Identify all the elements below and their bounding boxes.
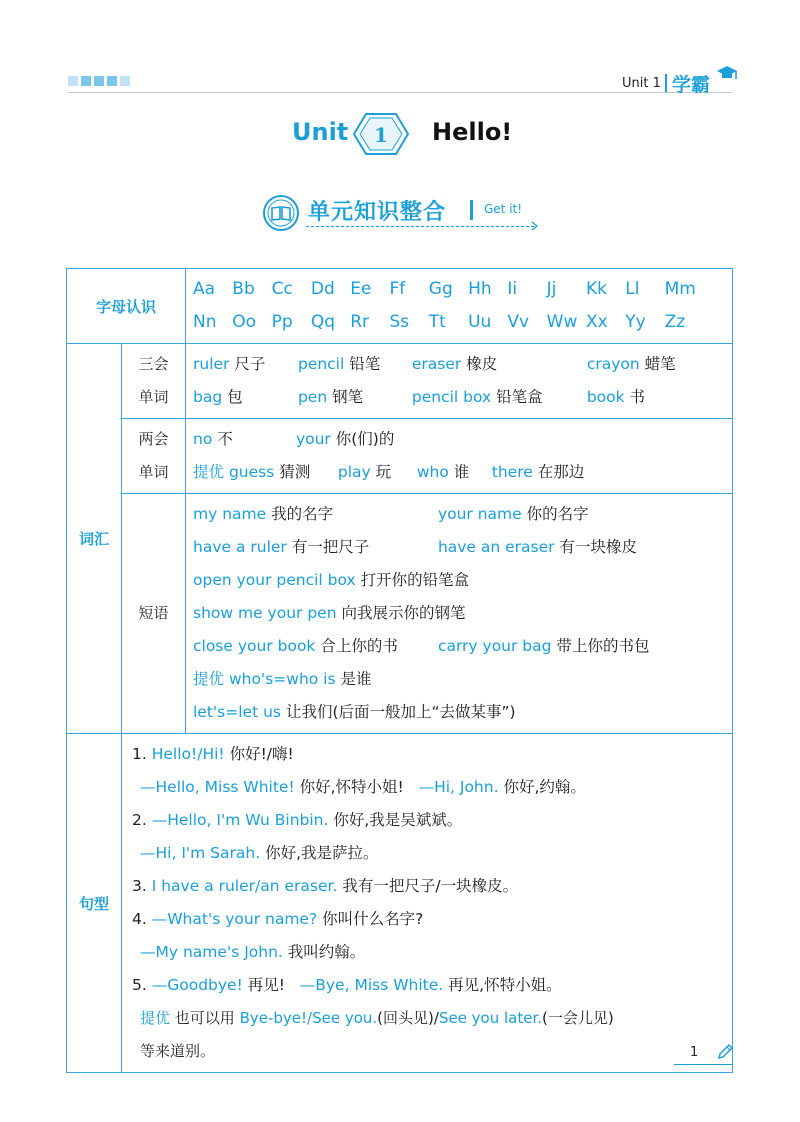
phrase-en: have a ruler <box>193 538 287 556</box>
sentence-number: 5. <box>132 976 147 994</box>
sentence-en: —My name's John. <box>140 943 283 961</box>
pencil-icon <box>716 1043 734 1061</box>
letter: Ll <box>625 279 640 299</box>
sentence-line <box>132 969 732 1002</box>
sentence-en: —Goodbye! <box>151 976 243 994</box>
sentence-cn: 再见,怀特小姐。 <box>448 976 562 994</box>
phrase-cn: 我的名字 <box>271 505 334 523</box>
word-en: there <box>491 463 533 481</box>
sentence-en: —Bye, Miss White. <box>299 976 444 994</box>
sentence-line <box>132 804 732 837</box>
word-cn: 铅笔 <box>349 355 381 373</box>
tip-text: (回头见)/ <box>377 1009 439 1027</box>
knowledge-table <box>66 268 733 1073</box>
letter: Jj <box>546 279 557 299</box>
sentence-tip-line <box>132 1002 732 1035</box>
graduation-cap-icon <box>716 64 738 82</box>
letter: Kk <box>585 279 607 299</box>
letter: Yy <box>625 312 646 332</box>
letters-line-2 <box>193 306 732 339</box>
word-cn: 书 <box>629 388 646 406</box>
letters-cell <box>186 269 733 344</box>
header-unit: Unit 1 <box>622 76 661 91</box>
phrase-en: your name <box>437 505 522 523</box>
sentences-cell <box>122 734 733 1073</box>
section-header <box>262 190 552 236</box>
sentence-line <box>132 870 732 903</box>
phrase-en: my name <box>193 505 267 523</box>
letter: Ee <box>350 279 372 299</box>
letters-label: 字母认识 <box>67 269 186 344</box>
sentence-en: —Hello, I'm Wu Binbin. <box>151 811 329 829</box>
phrase-cn: 带上你的书包 <box>556 637 650 655</box>
tip-text: 也可以用 <box>174 1009 235 1027</box>
word-cn: 包 <box>227 388 243 406</box>
header-decoration <box>68 76 130 86</box>
letters-row <box>67 269 733 344</box>
letter: Pp <box>271 312 293 332</box>
sentence-line <box>132 771 732 804</box>
word-cn: 玩 <box>375 463 392 481</box>
vocab-two-row <box>67 419 733 494</box>
sentence-number: 1. <box>132 745 147 763</box>
sentence-en: —What's your name? <box>151 910 318 928</box>
arrow-right-icon <box>530 221 540 231</box>
sentence-en: —Hi, John. <box>418 778 499 796</box>
letter: Aa <box>193 279 216 299</box>
letter: Dd <box>310 279 335 299</box>
word-en: guess <box>228 463 275 481</box>
sentence-en: I have a ruler/an eraser. <box>151 877 338 895</box>
word-en: crayon <box>586 355 640 373</box>
unit-label: Unit <box>292 118 349 146</box>
word-cn: 不 <box>217 430 233 448</box>
word-cn: 猜测 <box>279 463 311 481</box>
letter: Oo <box>232 312 257 332</box>
three-label-2: 单词 <box>138 388 169 406</box>
two-words-line-1 <box>193 423 732 456</box>
word-cn: 你(们)的 <box>335 430 395 448</box>
phrase-cn: 向我展示你的钢笔 <box>341 604 466 622</box>
sentences-label: 句型 <box>67 734 122 1073</box>
tip-label: 提优 <box>140 1009 171 1027</box>
phrase-en: who's=who is <box>228 670 336 688</box>
unit-number: 1 <box>374 123 388 147</box>
tip-label: 提优 <box>193 670 225 688</box>
phrases-cell <box>186 494 733 734</box>
phrase-line <box>193 630 732 663</box>
phrase-cn: 是谁 <box>340 670 372 688</box>
phrase-en: have an eraser <box>437 538 555 556</box>
page-number: 1 <box>690 1045 699 1060</box>
letter: Hh <box>468 279 492 299</box>
two-words-line-2 <box>193 456 732 489</box>
sentences-row <box>67 734 733 1073</box>
unit-title <box>0 112 800 156</box>
letter: Uu <box>468 312 492 332</box>
word-en: eraser <box>411 355 462 373</box>
phrase-line <box>193 564 732 597</box>
sentence-cn: 你好,我是吴斌斌。 <box>333 811 463 829</box>
letter: Cc <box>271 279 293 299</box>
sentence-en: —Hello, Miss White! <box>140 778 295 796</box>
letter: Ii <box>507 279 518 299</box>
unit-name: Hello! <box>432 118 513 146</box>
sentence-cn: 你好!/嗨! <box>229 745 294 763</box>
letter: Tt <box>428 312 446 332</box>
word-cn: 钢笔 <box>332 388 364 406</box>
letter: Ff <box>389 279 406 299</box>
phrase-cn: 有一块橡皮 <box>559 538 637 556</box>
phrase-cn: 让我们(后面一般加上“去做某事”) <box>285 703 516 721</box>
phrase-en: open your pencil box <box>193 571 356 589</box>
phrase-en: close your book <box>193 637 316 655</box>
word-en: ruler <box>193 355 230 373</box>
word-en: pencil box <box>411 388 492 406</box>
phrase-cn: 合上你的书 <box>320 637 398 655</box>
phrase-cn: 有一把尺子 <box>291 538 370 556</box>
footer-rule <box>674 1064 732 1065</box>
sentence-line <box>132 936 732 969</box>
word-en: book <box>586 388 625 406</box>
word-en: your <box>295 430 331 448</box>
sentence-cn: 我有一把尺子/一块橡皮。 <box>342 877 519 895</box>
word-cn: 橡皮 <box>466 355 498 373</box>
letter: Qq <box>310 312 336 332</box>
sentence-cn: 你好,我是萨拉。 <box>265 844 379 862</box>
sentence-cn: 你叫什么名字? <box>322 910 424 928</box>
phrase-line <box>193 597 732 630</box>
sentence-tip-line <box>132 1035 732 1068</box>
sentence-number: 4. <box>132 910 147 928</box>
header-brand: 学霸 <box>672 70 710 97</box>
header-rule <box>68 92 732 93</box>
sentence-cn: 我叫约翰。 <box>287 943 366 961</box>
sentence-cn: 你好,约翰。 <box>503 778 586 796</box>
phrase-line <box>193 663 732 696</box>
phrase-line <box>193 696 732 729</box>
phrases-row <box>67 494 733 734</box>
word-en: bag <box>193 388 223 406</box>
letter: Ss <box>389 312 410 332</box>
two-label-1: 两会 <box>138 430 169 448</box>
tip-label: 提优 <box>193 463 225 481</box>
sentence-cn: 再见! <box>247 976 285 994</box>
word-en: no <box>193 430 213 448</box>
letter: Nn <box>193 312 217 332</box>
tip-en: Bye-bye!/See you. <box>239 1009 378 1027</box>
letter: Gg <box>428 279 453 299</box>
unit-number-badge <box>352 112 410 156</box>
vocab-label: 词汇 <box>67 344 122 734</box>
three-words-line-2 <box>193 381 732 414</box>
three-words <box>186 344 733 419</box>
sentence-en: —Hi, I'm Sarah. <box>140 844 261 862</box>
phrase-cn: 你的名字 <box>526 505 589 523</box>
phrase-en: carry your bag <box>437 637 552 655</box>
word-en: pen <box>297 388 328 406</box>
letter: Vv <box>507 312 530 332</box>
word-cn: 谁 <box>453 463 470 481</box>
section-divider <box>470 200 473 220</box>
letter: Mm <box>664 279 696 299</box>
word-en: pencil <box>297 355 345 373</box>
sentence-line <box>132 837 732 870</box>
letter: Rr <box>350 312 369 332</box>
sentence-en: Hello!/Hi! <box>151 745 225 763</box>
two-words <box>186 419 733 494</box>
section-underline <box>306 226 534 227</box>
word-cn: 在那边 <box>537 463 585 481</box>
tip-en: See you later. <box>438 1009 543 1027</box>
phrase-en: let's=let us <box>193 703 281 721</box>
sentence-cn: 你好,怀特小姐! <box>299 778 404 796</box>
word-cn: 尺子 <box>234 355 266 373</box>
sentence-number: 3. <box>132 877 147 895</box>
three-label-1: 三会 <box>138 355 169 373</box>
sentence-number: 2. <box>132 811 147 829</box>
letter: Ww <box>546 312 578 332</box>
letters-line-1 <box>193 273 732 306</box>
word-cn: 蜡笔 <box>644 355 676 373</box>
word-cn: 铅笔盒 <box>496 388 543 406</box>
sentence-line <box>132 738 732 771</box>
phrases-label: 短语 <box>122 494 186 734</box>
two-label <box>122 419 186 494</box>
three-label <box>122 344 186 419</box>
section-title: 单元知识整合 <box>308 200 447 225</box>
tip-text: (一会儿见) <box>542 1009 614 1027</box>
phrase-en: show me your pen <box>193 604 337 622</box>
word-en: who <box>416 463 449 481</box>
letter: Xx <box>585 312 608 332</box>
phrase-cn: 打开你的铅笔盒 <box>360 571 470 589</box>
phrase-line <box>193 498 732 531</box>
letter: Bb <box>232 279 255 299</box>
sentence-line <box>132 903 732 936</box>
word-en: play <box>337 463 371 481</box>
letter: Zz <box>664 312 686 332</box>
vocab-three-row <box>67 344 733 419</box>
section-subtitle: Get it! <box>484 202 523 216</box>
two-label-2: 单词 <box>138 463 169 481</box>
tip-text: 等来道别。 <box>140 1042 216 1060</box>
three-words-line-1 <box>193 348 732 381</box>
book-icon <box>262 194 300 232</box>
phrase-line <box>193 531 732 564</box>
